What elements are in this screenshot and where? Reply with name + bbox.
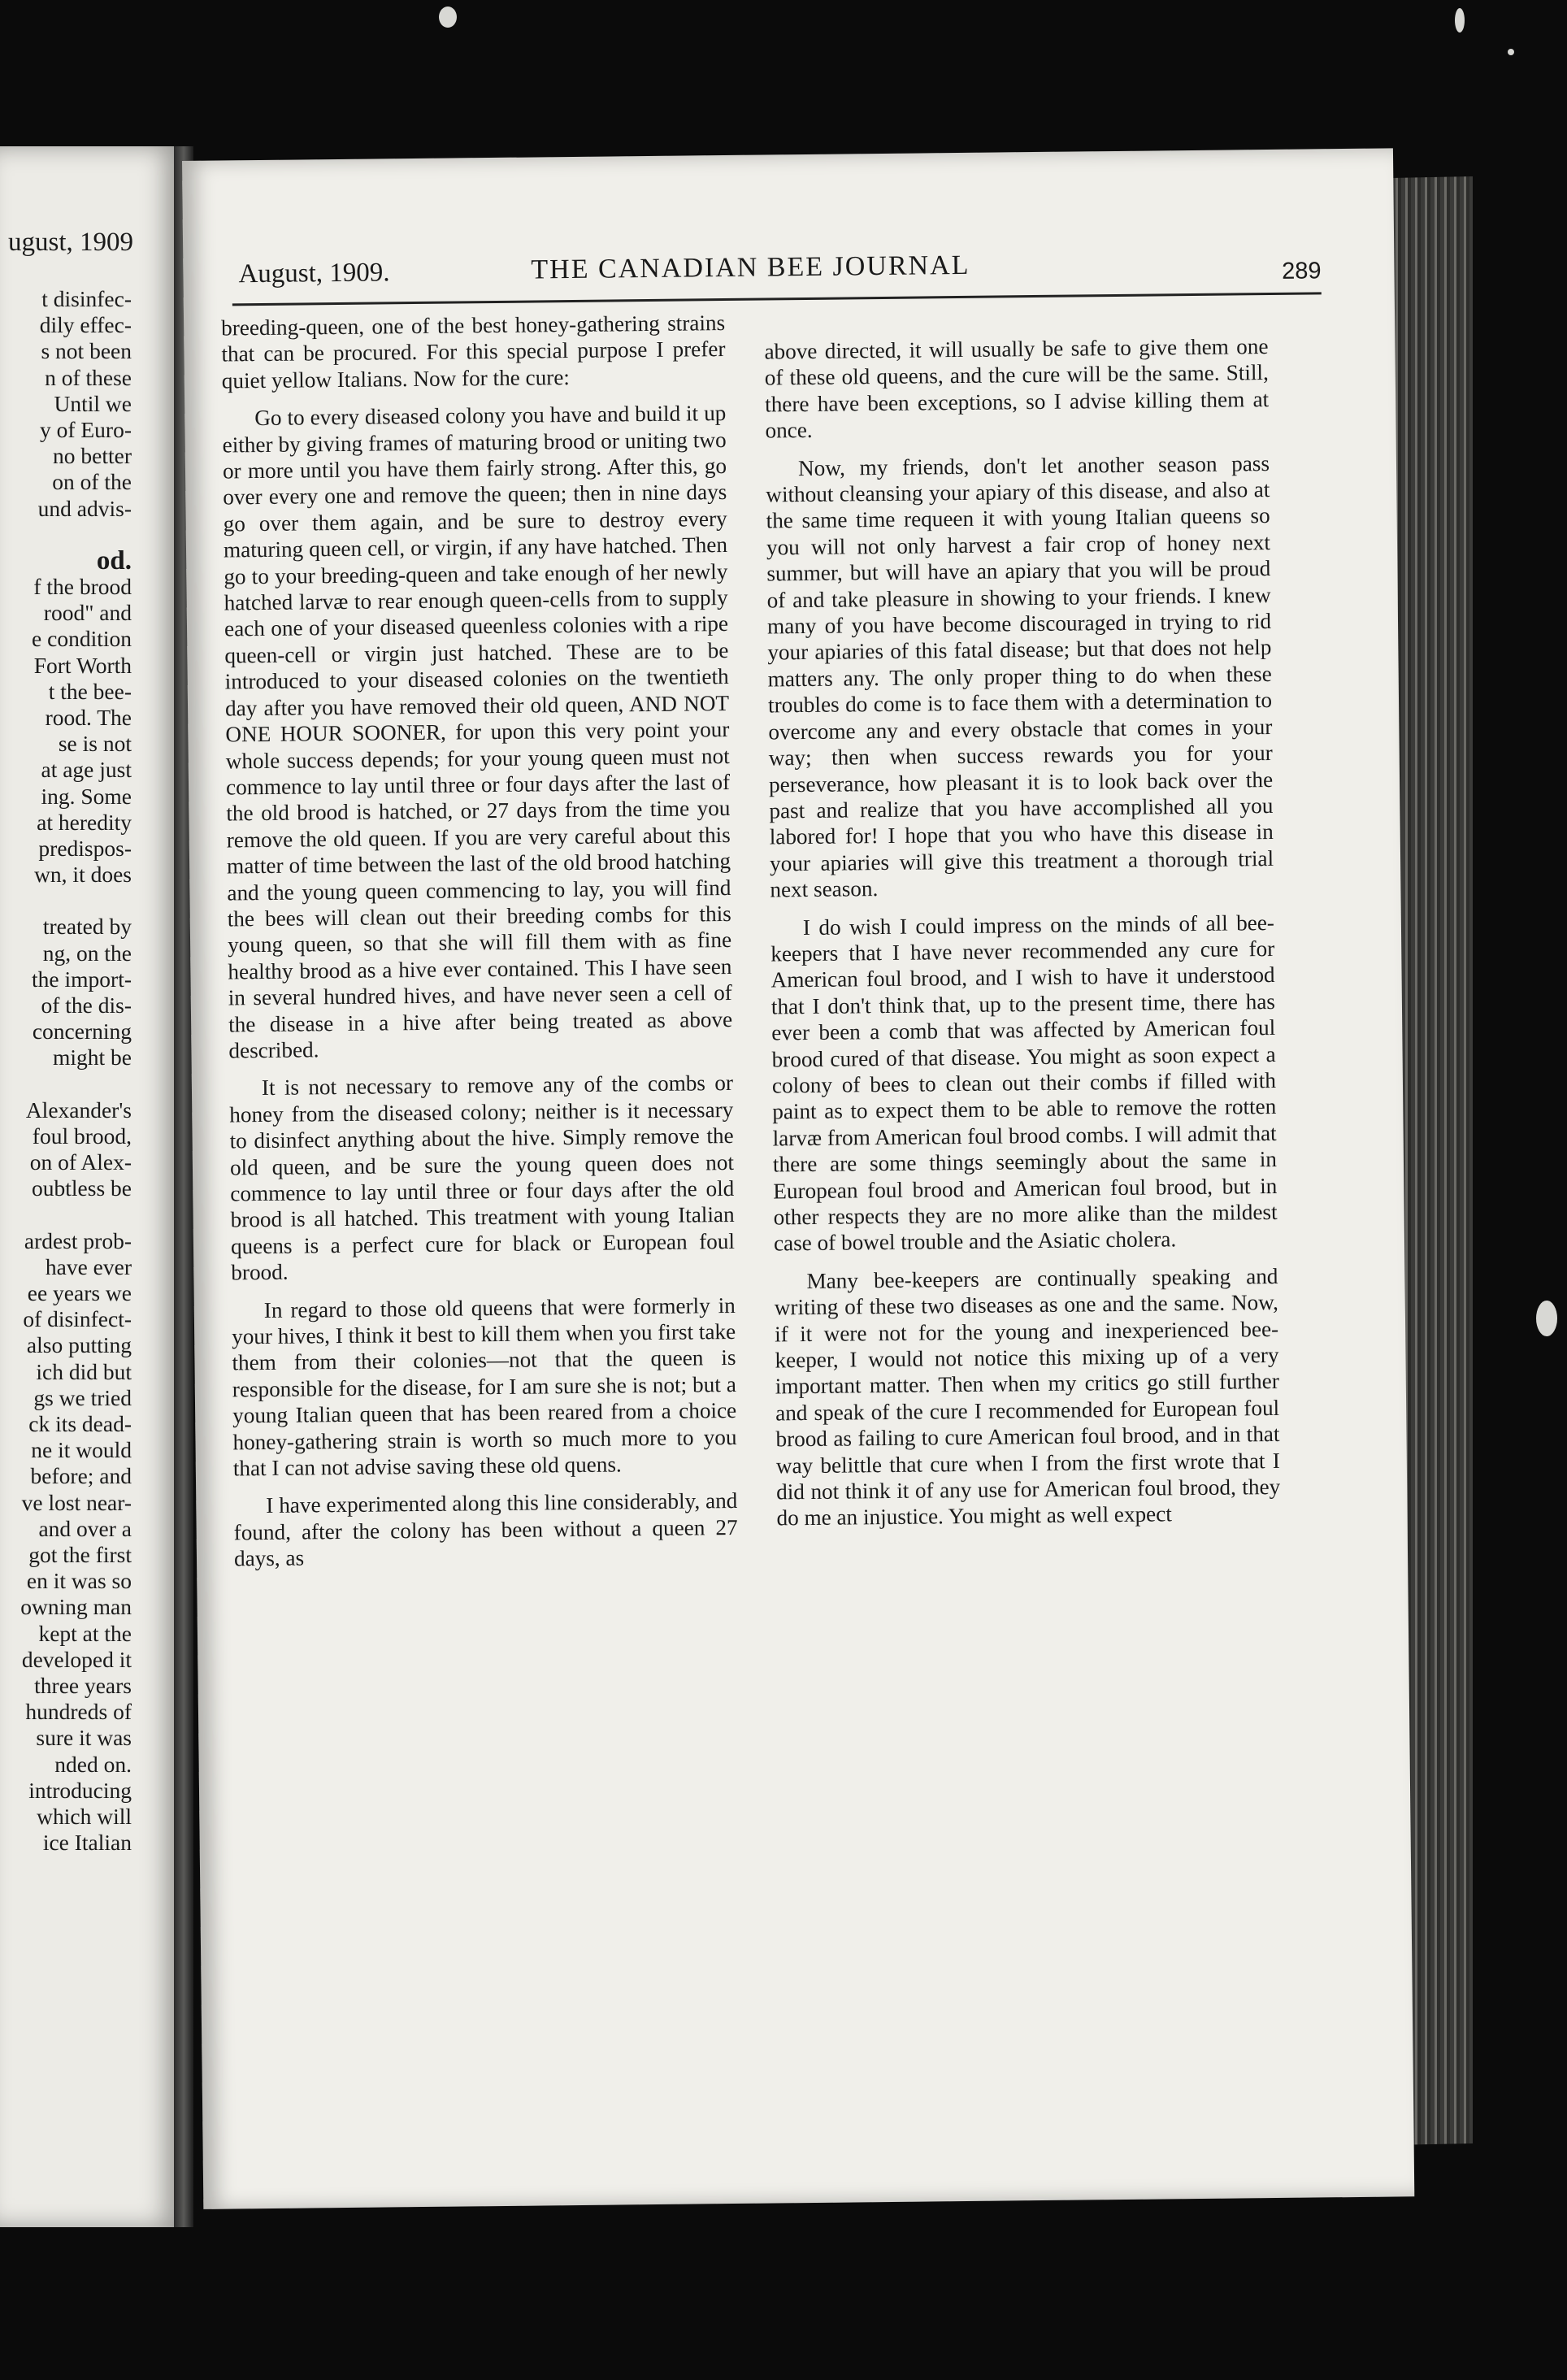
facing-page-line: no better — [53, 443, 132, 469]
facing-page-line: ardest prob- — [24, 1227, 132, 1253]
facing-page-line: oubtless be — [32, 1175, 132, 1201]
facing-page-line: have ever — [45, 1253, 132, 1279]
facing-page-gap — [0, 1202, 132, 1228]
facing-page-line: ice Italian — [42, 1830, 132, 1856]
facing-page-line: ich did but — [36, 1358, 132, 1384]
facing-page-line: y of Euro- — [39, 417, 132, 443]
issue-date: August, 1909. — [238, 258, 390, 289]
facing-page-line: which will — [37, 1803, 132, 1829]
facing-page-line: ng, on the — [42, 940, 132, 966]
facing-page-line: Alexander's — [25, 1097, 132, 1123]
facing-page-line: Fort Worth — [33, 652, 132, 678]
facing-page-line: f the brood — [33, 574, 132, 600]
facing-page-gap — [0, 888, 132, 914]
facing-page-line: wn, it does — [34, 862, 132, 888]
paragraph: Many bee-keepers are continually speaking and writing of these two diseases as one and the same. Now, if it were not for the young and inexperienced bee-keeper, I would not notice this mixing up of a very important matter. Then when my critics go still further and speak of the cure I recommended for European foul brood as failing to cure American foul brood, and in that way belittle that cure when I from the first wrote that I did not think it of any use for American foul brood, they do me an injustice. You might as well expect — [774, 1263, 1281, 1531]
facing-page-line: rood" and — [43, 600, 132, 626]
film-speck — [1455, 8, 1465, 33]
facing-page-gap — [0, 1071, 132, 1097]
left-column — [221, 310, 738, 1583]
facing-page-line: got the first — [28, 1541, 132, 1567]
facing-page-line: t disinfec- — [41, 286, 132, 311]
facing-page-line: at heredity — [37, 809, 132, 835]
facing-page-line: t the bee- — [48, 678, 132, 704]
journal-page — [182, 148, 1414, 2208]
paragraph: breeding-queen, one of the best honey-gathering strains that can be procured. For this special purpose I prefer quiet yellow Italians. Now for the cure: — [220, 311, 726, 393]
facing-page-line: might be — [52, 1045, 132, 1071]
facing-page-line: ing. Some — [41, 783, 132, 809]
facing-page-line: s not been — [41, 338, 132, 364]
facing-page-line: und advis- — [37, 495, 132, 521]
paragraph: It is not necessary to remove any of the combs or honey from the diseased colony; neither is it necessary to disinfect anything about the hive. Simply remove the old queen, and be sure the young queen does not commence to lay until three or four days after the old brood is all hatched. This treatment with young Italian queens is a perfect cure for black or European foul brood. — [229, 1071, 736, 1285]
facing-page-line: n of these — [45, 364, 132, 390]
facing-page-line: also putting — [26, 1332, 132, 1358]
facing-page-line: of disinfect- — [23, 1306, 132, 1332]
facing-page-line: kept at the — [38, 1620, 132, 1646]
facing-page-line: treated by — [42, 914, 132, 940]
facing-page-gap — [0, 522, 132, 548]
facing-page-line: owning man — [20, 1594, 132, 1620]
facing-page-line: rood. The — [45, 705, 132, 731]
right-column — [764, 333, 1280, 1543]
facing-page-line: en it was so — [26, 1568, 132, 1594]
facing-page-line: Until we — [54, 390, 132, 416]
facing-page-line: the import- — [32, 966, 132, 992]
paragraph: above directed, it will usually be safe to give them one of these old queens, and the cure will be the same. Still, there have been exceptions, so I advise killing them at once. — [764, 334, 1270, 443]
facing-page-line: dily effec- — [39, 312, 132, 338]
facing-page-line: predispos- — [38, 836, 132, 862]
facing-page-line: and over a — [38, 1515, 132, 1541]
facing-page-line: foul brood, — [32, 1123, 132, 1149]
facing-page-header: ugust, 1909 — [7, 228, 133, 257]
paragraph: In regard to those old queens that were formerly in your hives, I think it best to kill them when you first take them from their colonies—not that the queen is responsible for the disease, for I am sure she is not; but a young Italian queen that has been reared from a choice honey-gathering strain is worth so much more to you that I can not advise saving these old quens. — [231, 1292, 737, 1481]
film-speck — [439, 7, 457, 28]
facing-page-line: on of Alex- — [29, 1149, 132, 1175]
facing-page-line: introducing — [28, 1777, 132, 1803]
paragraph: I do wish I could impress on the minds of all bee-keepers that I have never recommended any cure for American foul brood, and I wish to have it understood that I don't think that, up to the present time, there has ever been a comb that was affected by American foul brood cured of that disease. You might as soon expect a colony of bees to clean out their combs if filled with paint as to expect them to be able to remove the rotten larvæ from American foul brood combs. I will admit that there are some things seemingly about the same in European foul brood and American foul brood, but in other respects they are no more alike than the mildest case of bowel trouble and the Asiatic cholera. — [770, 910, 1278, 1256]
facing-page-line: od. — [96, 545, 132, 575]
facing-page-text — [0, 286, 132, 1856]
running-head — [238, 246, 1321, 297]
facing-page-line: gs we tried — [33, 1384, 132, 1410]
facing-page — [0, 146, 180, 2227]
facing-page-line: at age just — [41, 757, 132, 783]
facing-page-line: hundreds of — [25, 1699, 132, 1725]
facing-page-line: concerning — [32, 1018, 132, 1045]
facing-page-line: before; and — [30, 1463, 132, 1489]
facing-page-line: ve lost near- — [21, 1489, 132, 1515]
facing-page-line: e condition — [32, 626, 132, 652]
facing-page-line: of the dis- — [41, 992, 132, 1018]
film-speck — [1508, 49, 1514, 55]
film-speck — [1536, 1301, 1557, 1336]
facing-page-line: three years — [34, 1672, 132, 1698]
journal-title: THE CANADIAN BEE JOURNAL — [531, 250, 970, 285]
facing-page-line: sure it was — [36, 1725, 132, 1751]
paragraph: Now, my friends, don't let another season pass without cleansing your apiary of this disease, and also at the same time requeen it with young Italian queens so you will not only harvest a fair crop of honey next summer, but will have an apiary that you will be proud of and take pleasure in showing to your friends. I knew many of you have become discouraged in trying to rid your apiaries of this fatal disease; but that does not help matters any. The only proper thing to do when these troubles do come is to face them with a determination to overcome any and every obstacle that comes in your way; then when success rewards you for your perseverance, how pleasant it is to look back over the past and realize that you have accomplished all you labored for! I hope that you who have this disease in your apiaries will give this treatment a thorough trial next season. — [766, 450, 1274, 902]
paragraph: Go to every diseased colony you have and build it up either by giving frames of maturing brood or uniting two or more until you have them fairly strong. After this, go over every one and remove the queen; then in nine days go over them again, and be sure to destroy every maturing queen cell, or virgin, if any have hatched. Then go to your breeding-queen and take enough of her newly hatched larvæ to rear enough queen-cells from to supply each one of your diseased queenless colonies with a ripe queen-cell or virgin just hatched. These are to be introduced to your diseased colonies on the twentieth day after you have removed their old queen, AND NOT ONE HOUR SOONER, for upon this very point your whole success depends; for your young queen must not commence to lay until three or four days after the last of the old brood is hatched, or 27 days from the time you remove the old queen. If you are very careful about this matter of time between the last of the old brood hatching and the young queen commencing to lay, you will find the bees will clean out their breeding combs for this young queen, so that she will fill them with as fine healthy brood as a hive ever contained. This I have seen in several hundred hives, and have never seen a cell of the disease in a hive after being treated as above described. — [222, 401, 733, 1063]
facing-page-line: ne it would — [31, 1437, 132, 1463]
facing-page-line: ck its dead- — [28, 1410, 132, 1436]
facing-page-line: ee years we — [27, 1279, 132, 1305]
facing-page-line: nded on. — [54, 1751, 132, 1777]
facing-page-line: on of the — [52, 469, 132, 495]
facing-page-line: se is not — [58, 731, 132, 757]
facing-page-line: developed it — [21, 1646, 132, 1672]
page-number: 289 — [1281, 258, 1322, 284]
paragraph: I have experimented along this line considerably, and found, after the colony has been without a queen 27 days, as — [233, 1488, 738, 1571]
